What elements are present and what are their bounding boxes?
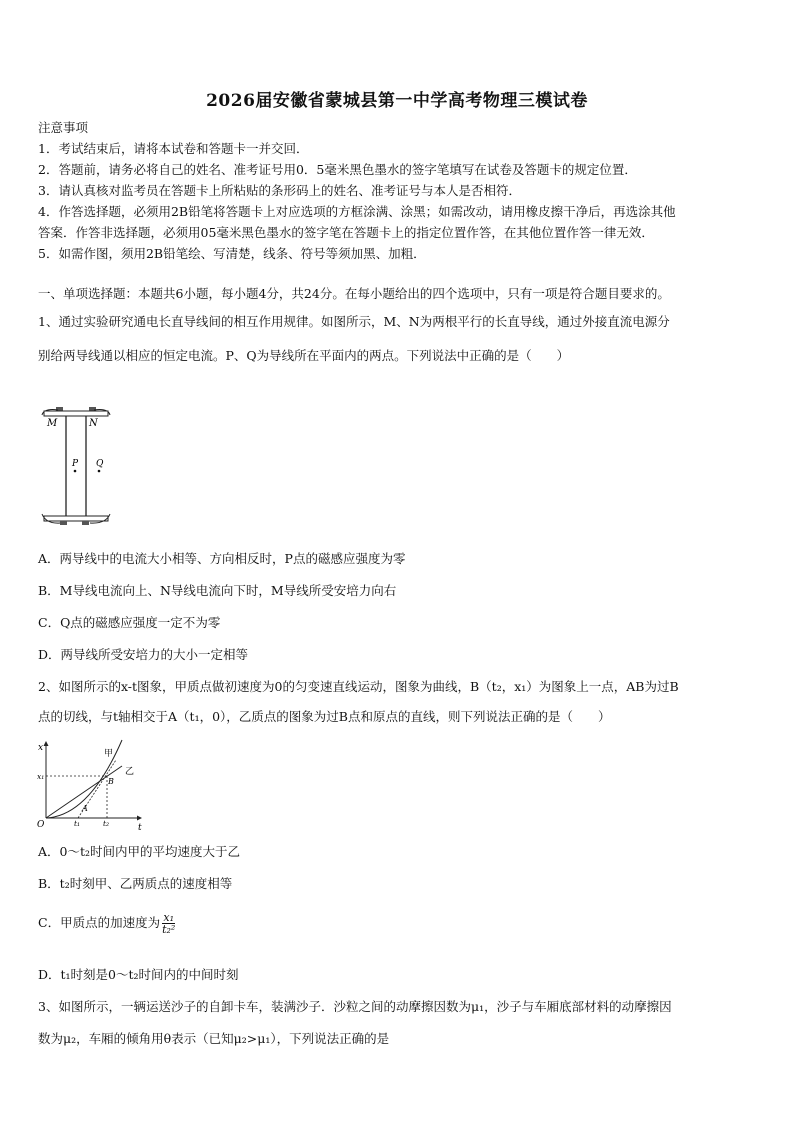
notice-item: 答案．作答非选择题，必须用05毫米黑色墨水的签字笔在答题卡上的指定位置作答，在其他位置作答一律无效． [38, 225, 654, 240]
q2-figure-xt-graph [34, 738, 144, 833]
q2-option-d: D．t₁时刻是0～t₂时间内的中间时刻 [38, 967, 239, 982]
fraction-numerator: x₁ [163, 911, 175, 924]
notice-heading: 注意事项 [38, 120, 89, 135]
acceleration-fraction [162, 912, 175, 935]
fraction-denominator: t₂² [162, 923, 176, 936]
wire-n-label: N [89, 418, 98, 429]
q1-option-d: D．两导线所受安培力的大小一定相等 [38, 647, 249, 662]
y-axis-label: x [38, 743, 44, 753]
point-q-label: Q [96, 459, 104, 469]
wire-m-label: M [47, 418, 58, 429]
notice-item: 1．考试结束后，请将本试卷和答题卡一并交回． [38, 141, 309, 156]
notice-item: 2．答题前，请务必将自己的姓名、准考证号用0．5毫米黑色墨水的签字笔填写在试卷及答题卡的规定位置． [38, 162, 637, 177]
q3-stem: 3、如图所示，一辆运送沙子的自卸卡车，装满沙子．沙粒之间的动摩擦因数为μ₁，沙子与车厢底部材料的动摩擦因 [38, 999, 672, 1014]
t1-tick-label: t₁ [74, 819, 81, 828]
point-p-label: P [72, 459, 79, 469]
q1-stem: 别给两导线通以相应的恒定电流。P、Q为导线所在平面内的两点。下列说法中正确的是（ ） [38, 348, 570, 363]
notice-item: 3．请认真核对监考员在答题卡上所粘贴的条形码上的姓名、准考证号与本人是否相符． [38, 183, 521, 198]
q1-figure-parallel-wires [36, 398, 116, 533]
q1-option-a: A．两导线中的电流大小相等、方向相反时，P点的磁感应强度为零 [38, 551, 406, 566]
q1-option-c: C．Q点的磁感应强度一定不为零 [38, 615, 221, 630]
q3-stem: 数为μ₂，车厢的倾角用θ表示（已知μ₂>μ₁），下列说法正确的是 [38, 1031, 390, 1046]
point-a-label: A [82, 804, 88, 813]
q2-option-b: B．t₂时刻甲、乙两质点的速度相等 [38, 876, 233, 891]
q2-stem: 2、如图所示的x-t图象，甲质点做初速度为0的匀变速直线运动，图象为曲线，B（t₂，x₁）为图象上一点，AB为过B [38, 679, 679, 694]
q2-option-a: A．0～t₂时间内甲的平均速度大于乙 [38, 844, 241, 859]
page-title: 2026届安徽省蒙城县第一中学高考物理三模试卷 [206, 91, 588, 111]
q2-option-c-text: C．甲质点的加速度为 [38, 915, 161, 930]
x1-tick-label: x₁ [37, 772, 45, 781]
x-axis-label: t [138, 823, 142, 833]
line-yi-label: 乙 [125, 767, 135, 777]
curve-jia-label: 甲 [104, 749, 114, 759]
notice-item: 5．如需作图，须用2B铅笔绘、写清楚，线条、符号等须加黑、加粗． [38, 246, 426, 261]
point-b-label: B [108, 777, 114, 786]
notice-item: 4．作答选择题，必须用2B铅笔将答题卡上对应选项的方框涂满、涂黑；如需改动，请用橡皮擦干净后，再选涂其他 [38, 204, 676, 219]
origin-label: O [37, 820, 45, 830]
q1-option-b: B．M导线电流向上、N导线电流向下时，M导线所受安培力向右 [38, 583, 397, 598]
t2-tick-label: t₂ [103, 819, 110, 828]
q2-option-c [38, 912, 175, 935]
q2-stem: 点的切线，与t轴相交于A（t₁，0），乙质点的图象为过B点和原点的直线，则下列说法正确的是（ ） [38, 709, 611, 724]
section-heading: 一、单项选择题：本题共6小题，每小题4分，共24分。在每小题给出的四个选项中，只有一项是符合题目要求的。 [38, 286, 670, 301]
q1-stem: 1、通过实验研究通电长直导线间的相互作用规律。如图所示，M、N为两根平行的长直导线，通过外接直流电源分 [38, 314, 670, 329]
